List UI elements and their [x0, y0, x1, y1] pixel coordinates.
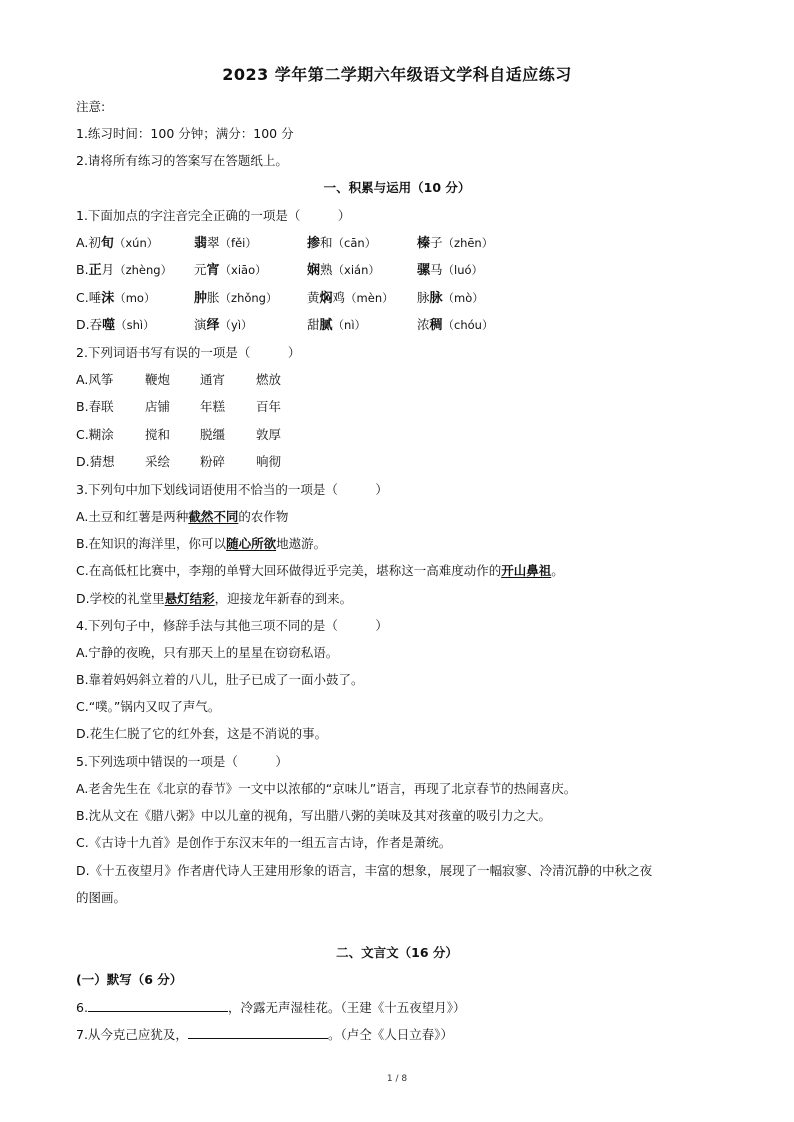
option-label: C.	[76, 427, 89, 442]
pinyin-option	[417, 233, 493, 254]
pinyin-option	[307, 315, 366, 336]
option-item: 的图画。	[76, 890, 127, 905]
pinyin-option	[76, 288, 155, 309]
pinyin: （xún）	[113, 236, 159, 250]
pinyin: （cān）	[332, 236, 377, 250]
question-stem: 3.下列句中加下划线词语使用不恰当的一项是（ ）	[76, 482, 388, 497]
option-item: B.靠着妈妈斜立着的八儿，肚子已成了一面小鼓了。	[76, 672, 364, 687]
pinyin: （yì）	[219, 318, 253, 332]
q7-suffix: 。（卢仝《人日立春》）	[327, 1027, 453, 1042]
q7-prefix: 7.从今克己应犹及，	[76, 1027, 188, 1042]
word-option	[145, 425, 170, 445]
underlined-phrase: 截然不同	[188, 509, 239, 524]
emphasized-char: 稠	[429, 318, 443, 333]
emphasized-char: 噬	[102, 318, 116, 333]
question-stem: 4.下列句子中，修辞手法与其他三项不同的是（ ）	[76, 618, 388, 633]
option-item	[76, 534, 326, 554]
pinyin: （shì）	[115, 318, 155, 332]
word-option	[200, 397, 225, 417]
pinyin-option	[194, 260, 267, 281]
option-prefix: 演	[194, 317, 207, 332]
pinyin: （mò）	[442, 291, 484, 305]
pinyin-option	[76, 233, 158, 254]
notice-label: 注意:	[76, 99, 106, 114]
pinyin: （mèn）	[345, 291, 394, 305]
page-number: 1 / 8	[386, 1074, 408, 1084]
option-label: D.	[76, 454, 90, 469]
option-item: A.老舍先生在《北京的春节》一文中以浓郁的“京味儿”语言，再现了北京春节的热闹喜庆。	[76, 781, 577, 796]
answer-blank[interactable]	[188, 1024, 328, 1039]
pinyin: （zhèng）	[114, 263, 173, 277]
pinyin-option	[194, 315, 253, 336]
option-prefix: 初	[88, 235, 101, 250]
word-option	[200, 425, 225, 445]
pinyin-option	[417, 288, 484, 309]
pinyin: （luó）	[442, 263, 484, 277]
option-suffix: 胀	[207, 290, 220, 305]
option-text: B.在知识的海洋里，你可以	[76, 536, 227, 551]
pinyin-option	[76, 315, 155, 336]
subsection-heading: (一）默写（6 分）	[76, 972, 183, 987]
pinyin-option	[307, 288, 394, 309]
word: 脱缰	[200, 427, 226, 442]
question-q7	[76, 1024, 453, 1045]
word: 年糕	[200, 399, 226, 414]
option-label: B.	[76, 262, 89, 277]
option-label: C.	[76, 290, 89, 305]
word: 搅和	[145, 427, 171, 442]
option-suffix: 熟	[320, 262, 333, 277]
word: 敦厚	[256, 427, 282, 442]
option-prefix: 脉	[417, 290, 430, 305]
option-prefix: 元	[194, 262, 207, 277]
option-text: C.在高低杠比赛中，李翔的单臂大回环做得近乎完美，堪称这一高难度动作的	[76, 563, 502, 578]
emphasized-char: 绎	[206, 318, 220, 333]
word: 店铺	[145, 399, 171, 414]
page-title: 2023 学年第二学期六年级语文学科自适应练习	[222, 65, 572, 84]
emphasized-char: 焖	[319, 291, 333, 306]
notice-item: 2.请将所有练习的答案写在答题纸上。	[76, 153, 288, 168]
pinyin-option	[76, 260, 172, 281]
option-text: 的农作物	[238, 509, 289, 524]
pinyin: （xiāo）	[219, 263, 267, 277]
pinyin: （nì）	[332, 318, 367, 332]
emphasized-char: 腻	[319, 318, 333, 333]
word-option	[76, 425, 114, 445]
word-option	[256, 425, 281, 445]
emphasized-char: 沫	[101, 291, 115, 306]
option-prefix: 甜	[307, 317, 320, 332]
word: 通宵	[200, 372, 226, 387]
word: 猜想	[89, 454, 115, 469]
pinyin: （fěi）	[219, 236, 257, 250]
q6-suffix: ，冷露无声湿桂花。（王建《十五夜望月》）	[227, 1000, 466, 1015]
option-prefix: 吞	[89, 317, 103, 332]
word-option	[200, 370, 225, 390]
emphasized-char: 榛	[417, 236, 431, 251]
option-label: A.	[76, 372, 89, 387]
word: 百年	[256, 399, 282, 414]
option-text: ，迎接龙年新春的到来。	[214, 591, 353, 606]
question-stem: 2.下列词语书写有误的一项是（ ）	[76, 345, 301, 360]
option-item	[76, 561, 564, 581]
emphasized-char: 正	[88, 263, 102, 278]
pinyin: （chóu）	[442, 318, 494, 332]
q6-prefix: 6.	[76, 1000, 88, 1015]
word-option	[145, 397, 170, 417]
answer-blank[interactable]	[88, 997, 228, 1012]
option-suffix: 月	[101, 262, 115, 277]
notice-item: 1.练习时间：100 分钟；满分：100 分	[76, 126, 294, 141]
question-q6	[76, 997, 465, 1018]
word: 响彻	[256, 454, 282, 469]
option-prefix: 浓	[417, 317, 430, 332]
pinyin-option	[417, 260, 483, 281]
word: 粉碎	[200, 454, 226, 469]
word-option	[76, 397, 114, 417]
option-suffix: 和	[320, 235, 333, 250]
pinyin-option	[194, 288, 277, 309]
emphasized-char: 脉	[429, 291, 443, 306]
question-stem: 5.下列选项中错误的一项是（ ）	[76, 754, 288, 769]
word-option	[76, 452, 115, 472]
option-suffix: 鸡	[332, 290, 346, 305]
emphasized-char: 骡	[417, 263, 431, 278]
option-label: D.	[76, 317, 90, 332]
pinyin-option	[417, 315, 493, 336]
pinyin-option	[194, 233, 257, 254]
option-text: 地遨游。	[276, 536, 327, 551]
option-item: C.“噗。”锅内又叹了声气。	[76, 699, 221, 714]
option-prefix: 唾	[88, 290, 102, 305]
section-heading: 二、文言文（16 分）	[336, 945, 458, 960]
word-option	[200, 452, 225, 472]
underlined-phrase: 开山鼻祖	[501, 563, 552, 578]
word-option	[145, 452, 170, 472]
emphasized-char: 翡	[194, 236, 208, 251]
word: 春联	[88, 399, 114, 414]
pinyin: （zhēn）	[442, 236, 494, 250]
word-option	[256, 370, 281, 390]
underlined-phrase: 悬灯结彩	[164, 591, 215, 606]
word: 采绘	[145, 454, 171, 469]
option-suffix: 马	[430, 262, 443, 277]
pinyin-option	[307, 260, 380, 281]
underlined-phrase: 随心所欲	[226, 536, 277, 551]
option-item: B.沈从文在《腊八粥》中以儿童的视角，写出腊八粥的美味及其对孩童的吸引力之大。	[76, 808, 552, 823]
option-prefix: 黄	[307, 290, 320, 305]
pinyin-option	[307, 233, 376, 254]
emphasized-char: 肿	[194, 291, 208, 306]
option-label: A.	[76, 235, 89, 250]
option-text: D.学校的礼堂里	[76, 591, 165, 606]
option-label: B.	[76, 399, 89, 414]
pinyin: （zhǒng）	[219, 291, 278, 305]
option-item	[76, 589, 352, 609]
emphasized-char: 娴	[307, 263, 321, 278]
word: 风筝	[88, 372, 114, 387]
option-suffix: 子	[430, 235, 443, 250]
option-text: 。	[551, 563, 564, 578]
word-option	[256, 452, 281, 472]
word: 鞭炮	[145, 372, 171, 387]
emphasized-char: 旬	[100, 236, 114, 251]
emphasized-char: 宵	[206, 263, 220, 278]
option-suffix: 翠	[207, 235, 220, 250]
option-item: C.《古诗十九首》是创作于东汉末年的一组五言古诗，作者是萧统。	[76, 835, 452, 850]
word-option	[256, 397, 281, 417]
option-item: D.《十五夜望月》作者唐代诗人王建用形象的语言，丰富的想象，展现了一幅寂寥、冷清沉静的中秋之夜	[76, 863, 653, 878]
option-item: D.花生仁脱了它的红外套，这是不消说的事。	[76, 726, 328, 741]
word-option	[145, 370, 170, 390]
pinyin: （xián）	[332, 263, 380, 277]
option-item: A.宁静的夜晚，只有那天上的星星在窃窃私语。	[76, 645, 339, 660]
question-stem: 1.下面加点的字注音完全正确的一项是（ ）	[76, 208, 351, 223]
word: 燃放	[256, 372, 282, 387]
word: 糊涂	[88, 427, 114, 442]
section-heading: 一、积累与运用（10 分）	[323, 180, 471, 195]
option-item	[76, 507, 288, 527]
option-text: A.土豆和红薯是两种	[76, 509, 189, 524]
pinyin: （mo）	[114, 291, 156, 305]
word-option	[76, 370, 113, 390]
emphasized-char: 掺	[307, 236, 321, 251]
